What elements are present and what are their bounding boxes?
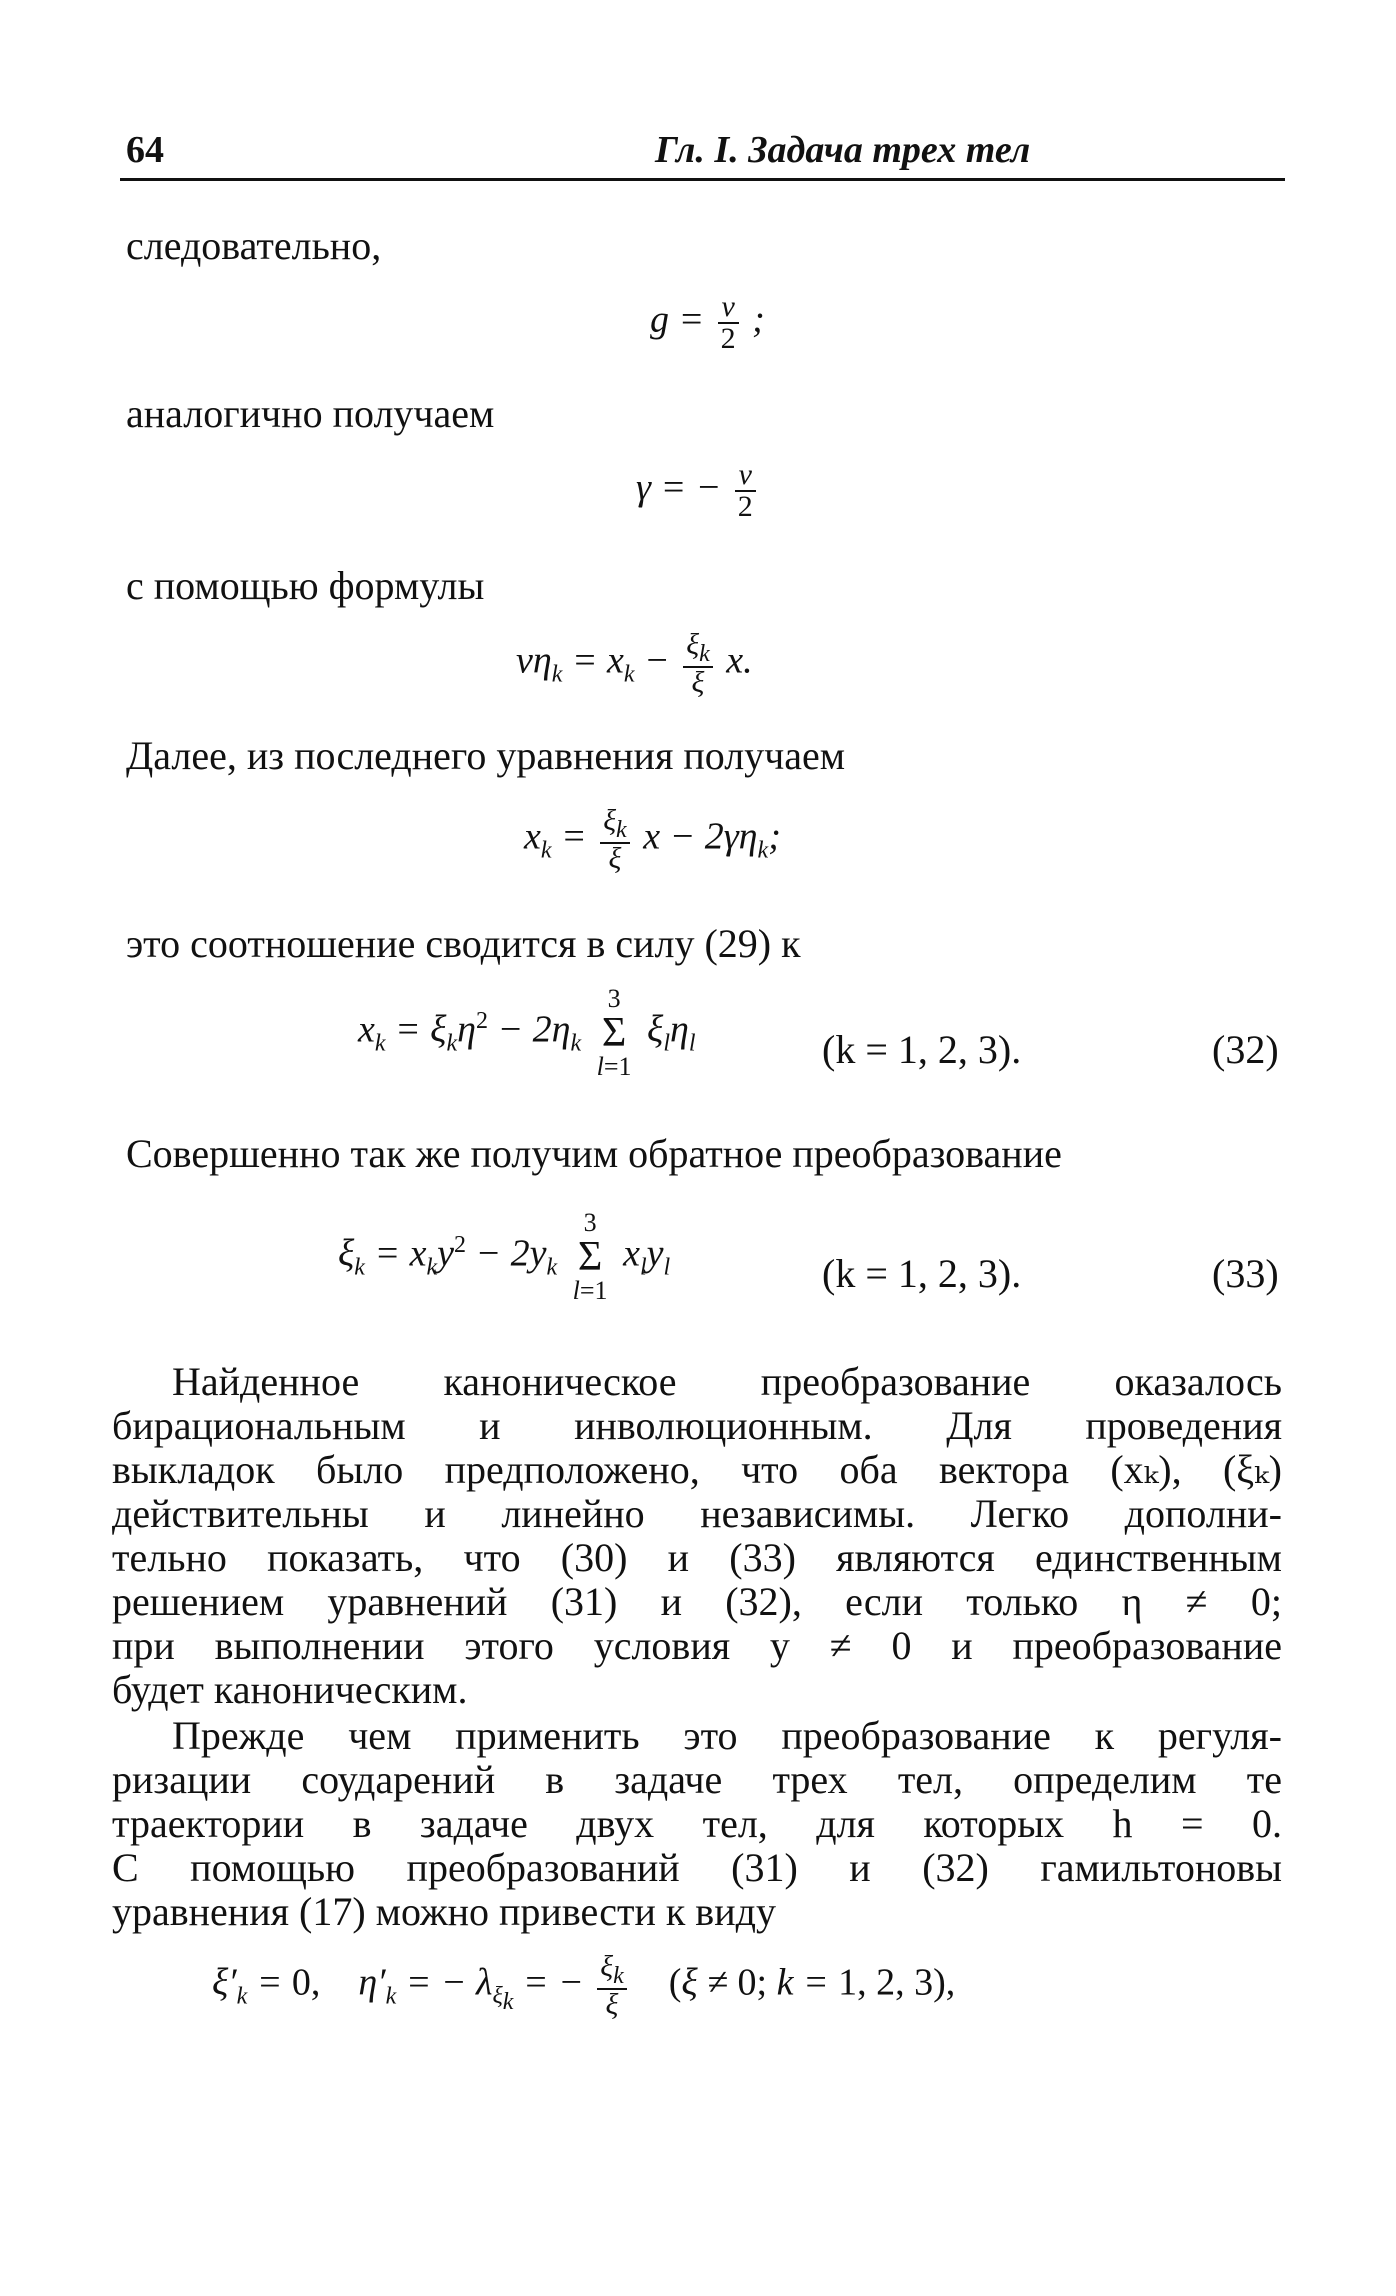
text-line-2: аналогично получаем [126,391,495,436]
condition-k-32: (k = 1, 2, 3). [822,1027,1022,1072]
text-line-1: следовательно, [126,223,382,268]
paragraph-1-line: Найденное каноническое преобразование оказалось [172,1359,1282,1404]
equation-xk-first: $x_k$ = $\frac{\xi_k}{\xi}$ $x - 2\gamma\eta_k$; [524,804,781,875]
condition-k-33: (k = 1, 2, 3). [822,1251,1022,1296]
paragraph-1 [112,1360,1282,1712]
paragraph-1-line: действительны и линейно независимы. Легко дополни- [112,1491,1282,1536]
running-title: Гл. I. Задача трех тел [655,129,1031,171]
text-line-4: Далее, из последнего уравнения получаем [126,733,846,778]
equation-32: $x_k = \xi_k\eta^2 - 2\eta_k$ 3 Σ l=1 $\xi_l\eta_l$ [358,984,696,1081]
equation-number-32: (32) [1212,1027,1279,1072]
paragraph-1-line: тельно показать, что (30) и (33) являются единственным [112,1535,1282,1580]
equation-gamma: γ = − $\frac{v}{2}$ [636,460,760,522]
paragraph-2-line: Прежде чем применить это преобразование к регуля- [172,1713,1282,1758]
text-line-5: это соотношение сводится в силу (29) к [126,921,801,966]
page-number: 64 [126,129,164,171]
paragraph-2-line: ризации соударений в задаче трех тел, определим те [112,1757,1282,1802]
paragraph-2-line: траектории в задаче двух тел, для которых h = 0. [112,1801,1282,1846]
equation-number-33: (33) [1212,1251,1279,1296]
paragraph-1-line: будет каноническим. [112,1667,468,1712]
text-line-6: Совершенно так же получим обратное преобразование [126,1131,1062,1176]
paragraph-1-line: бирациональным и инволюционным. Для проведения [112,1403,1282,1448]
equation-g: g = $\frac{v}{2}$ ; [650,290,765,355]
equation-v-eta: $v\eta_k = x_k$ − $\frac{\xi_k}{\xi}$ x. [516,628,753,699]
paragraph-1-line: решением уравнений (31) и (32), если только η ≠ 0; [112,1579,1282,1624]
paragraph-2-line: С помощью преобразований (31) и (32) гамильтоновы [112,1845,1282,1890]
paragraph-1-line: выкладок было предположено, что оба вектора (xₖ), (ξₖ) [112,1447,1282,1492]
paragraph-2-line: уравнения (17) можно привести к виду [112,1889,776,1934]
equation-33: $\xi_k = x_ky^2 - 2y_k$ 3 Σ l=1 $x_ly_l$ [338,1208,671,1305]
page-header [120,128,1280,178]
header-rule [120,178,1285,181]
equation-derivatives: $\xi'_k = 0$, $\eta'_k$ = − $\lambda_{\xi_k}$ = − $\frac{\xi_k}{\xi}$ (ξ ≠ 0; k = 1, 2, 3), [212,1950,956,2021]
paragraph-1-line: при выполнении этого условия y ≠ 0 и преобразование [112,1623,1282,1668]
paragraph-2 [112,1714,1282,1934]
text-line-3: с помощью формулы [126,563,485,608]
